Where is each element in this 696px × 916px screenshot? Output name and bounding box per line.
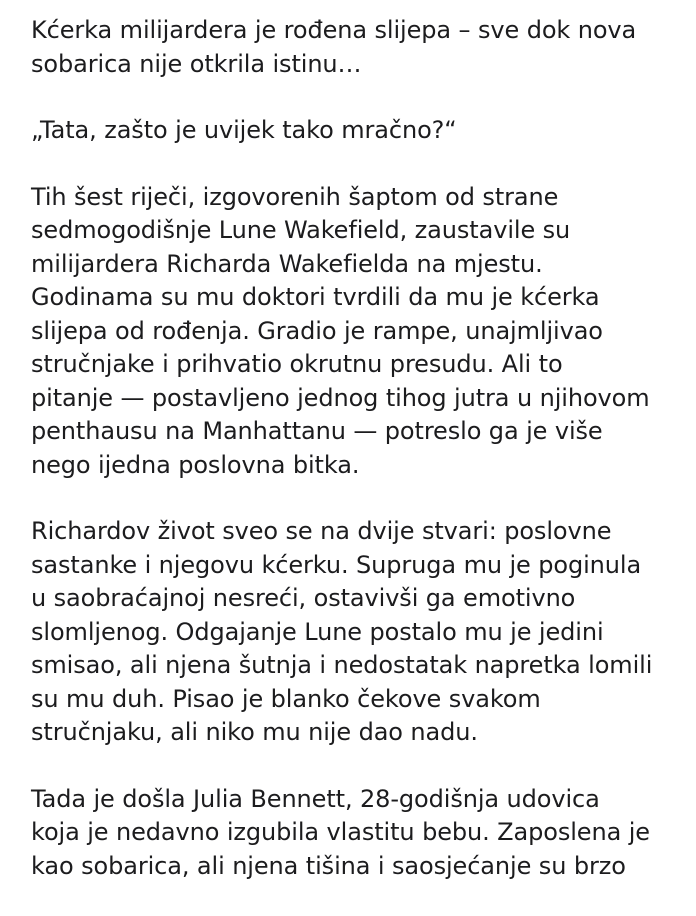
text-line: milijardera Richarda Wakefielda na mjestu.: [31, 249, 543, 278]
text-line: smisao, ali njena šutnja i nedostatak napretka lomili: [31, 651, 653, 679]
text-line: „Tata, zašto je uvijek tako mračno?“: [31, 116, 457, 144]
text-line: penthausu na Manhattanu — potreslo ga je više: [31, 417, 603, 445]
text-line: Tih šest riječi, izgovorenih šaptom od strane: [31, 182, 559, 211]
text-line: stručnjake i prihvatio okrutnu presudu. Ali to: [31, 350, 563, 378]
text-line: Kćerka milijardera je rođena slijepa – sve dok nova: [31, 16, 637, 44]
text-line: Tada je došla Julia Bennett, 28-godišnja udovica: [31, 784, 600, 813]
paragraph-4: [31, 515, 681, 750]
paragraph-3: [31, 181, 681, 483]
text-line: kao sobarica, ali njena tišina i saosjećanje su brzo: [31, 851, 626, 880]
text-line: sastanke i njegovu kćerku. Supruga mu je poginula: [31, 550, 642, 579]
paragraph-1: [31, 0, 681, 81]
paragraph-2: [31, 114, 681, 148]
text-line: Richardov život sveo se na dvije stvari: poslovne: [31, 517, 612, 545]
text-line: u saobraćajnoj nesreći, ostavivši ga emotivno: [31, 584, 576, 612]
text-line: slomljenog. Odgajanje Lune postalo mu je jedini: [31, 617, 604, 646]
text-line: slijepa od rođenja. Gradio je rampe, unajmljivao: [31, 316, 603, 345]
text-line: su mu duh. Pisao je blanko čekove svakom: [31, 684, 541, 713]
text-line: Godinama su mu doktori tvrdili da mu je kćerka: [31, 283, 600, 311]
text-line: nego ijedna poslovna bitka.: [31, 450, 360, 479]
article-text: [31, 0, 681, 916]
text-line: sedmogodišnje Lune Wakefield, zaustavile su: [31, 216, 571, 244]
text-line: stručnjaku, ali niko mu nije dao nadu.: [31, 718, 478, 746]
text-line: sobarica nije otkrila istinu…: [31, 49, 362, 78]
text-line: koja je nedavno izgubila vlastitu bebu. Zaposlena je: [31, 818, 650, 846]
text-line: pitanje — postavljeno jednog tihog jutra u njihovom: [31, 383, 650, 412]
paragraph-5: [31, 783, 681, 884]
